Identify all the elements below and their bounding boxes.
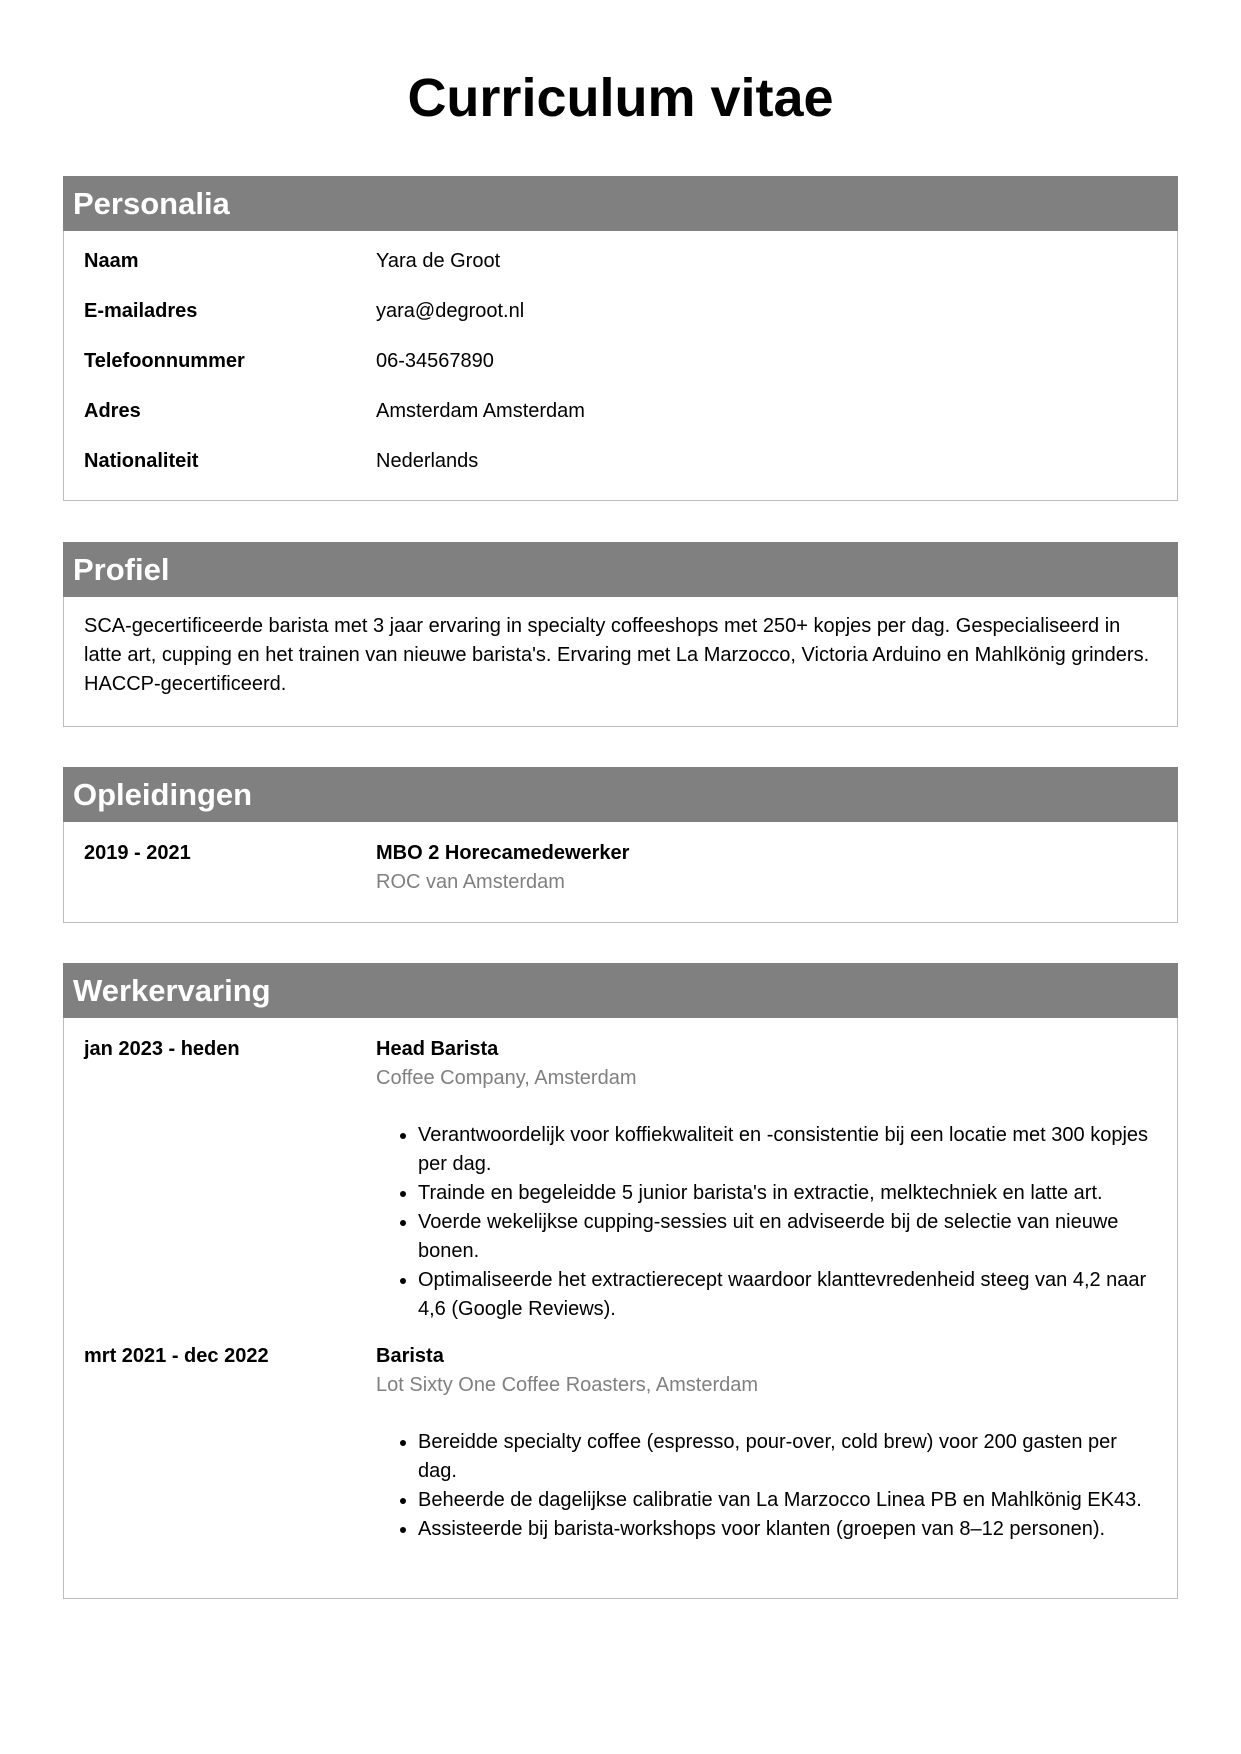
entry-organization: Coffee Company, Amsterdam (376, 1067, 637, 1089)
entry-title: Head Barista (376, 1038, 499, 1060)
personalia-row-naam (64, 246, 1177, 296)
duty-list (376, 1428, 1177, 1544)
profile-text: SCA-gecertificeerde barista met 3 jaar ervaring in specialty coffeeshops met 250+ kopjes per dag. Gespecialiseerd in latte art, cupping en het trainen van nieuwe barista's. Ervaring met La Marzocco, Victoria Arduino en Mahlkönig grinders. HACCP-gecertificeerd. (84, 615, 1150, 695)
entry-period: 2019 - 2021 (84, 842, 191, 864)
list-item: • Optimaliseerde het extractierecept waardoor klanttevredenheid steeg van 4,2 naar 4,6 (Google Reviews). (418, 1266, 1177, 1324)
field-value: yara@degroot.nl (376, 300, 525, 322)
field-label: Adres (84, 400, 141, 422)
field-label: E-mailadres (84, 300, 198, 322)
section-werkervaring (63, 963, 1178, 1599)
education-entry (64, 839, 1177, 897)
section-opleidingen (63, 767, 1178, 923)
job-entry (64, 1342, 1177, 1544)
field-label: Telefoonnummer (84, 350, 245, 372)
section-heading: Werkervaring (63, 963, 1178, 1018)
entry-title: MBO 2 Horecamedewerker (376, 842, 630, 864)
field-label: Naam (84, 250, 139, 272)
entry-organization: ROC van Amsterdam (376, 871, 565, 893)
duty-list (376, 1121, 1177, 1324)
entry-period: jan 2023 - heden (84, 1038, 240, 1060)
field-value: Yara de Groot (376, 250, 501, 272)
list-item: • Bereidde specialty coffee (espresso, pour-over, cold brew) voor 200 gasten per dag. (418, 1428, 1177, 1486)
personalia-row-adres (64, 396, 1177, 446)
section-heading: Personalia (63, 176, 1178, 231)
section-heading: Opleidingen (63, 767, 1178, 822)
list-item: • Verantwoordelijk voor koffiekwaliteit en -consistentie bij een locatie met 300 kopjes per dag. (418, 1121, 1177, 1179)
list-item: • Assisteerde bij barista-workshops voor klanten (groepen van 8–12 personen). (418, 1515, 1177, 1544)
personalia-row-email (64, 296, 1177, 346)
field-value: Nederlands (376, 450, 479, 472)
section-personalia (63, 176, 1178, 501)
field-value: Amsterdam Amsterdam (376, 400, 585, 422)
field-value: 06-34567890 (376, 350, 494, 372)
personalia-row-telefoon (64, 346, 1177, 396)
list-item: • Voerde wekelijkse cupping-sessies uit en adviseerde bij de selectie van nieuwe bonen. (418, 1208, 1177, 1266)
section-heading: Profiel (63, 542, 1178, 597)
entry-period: mrt 2021 - dec 2022 (84, 1345, 269, 1367)
entry-title: Barista (376, 1345, 444, 1367)
list-item: • Trainde en begeleidde 5 junior barista's in extractie, melktechniek en latte art. (418, 1179, 1177, 1208)
section-profiel (63, 542, 1178, 727)
personalia-row-nationaliteit (64, 446, 1177, 496)
entry-organization: Lot Sixty One Coffee Roasters, Amsterdam (376, 1374, 759, 1396)
list-item: • Beheerde de dagelijkse calibratie van La Marzocco Linea PB en Mahlkönig EK43. (418, 1486, 1177, 1515)
job-entry (64, 1035, 1177, 1324)
page-title: Curriculum vitae (407, 68, 834, 128)
field-label: Nationaliteit (84, 450, 199, 472)
